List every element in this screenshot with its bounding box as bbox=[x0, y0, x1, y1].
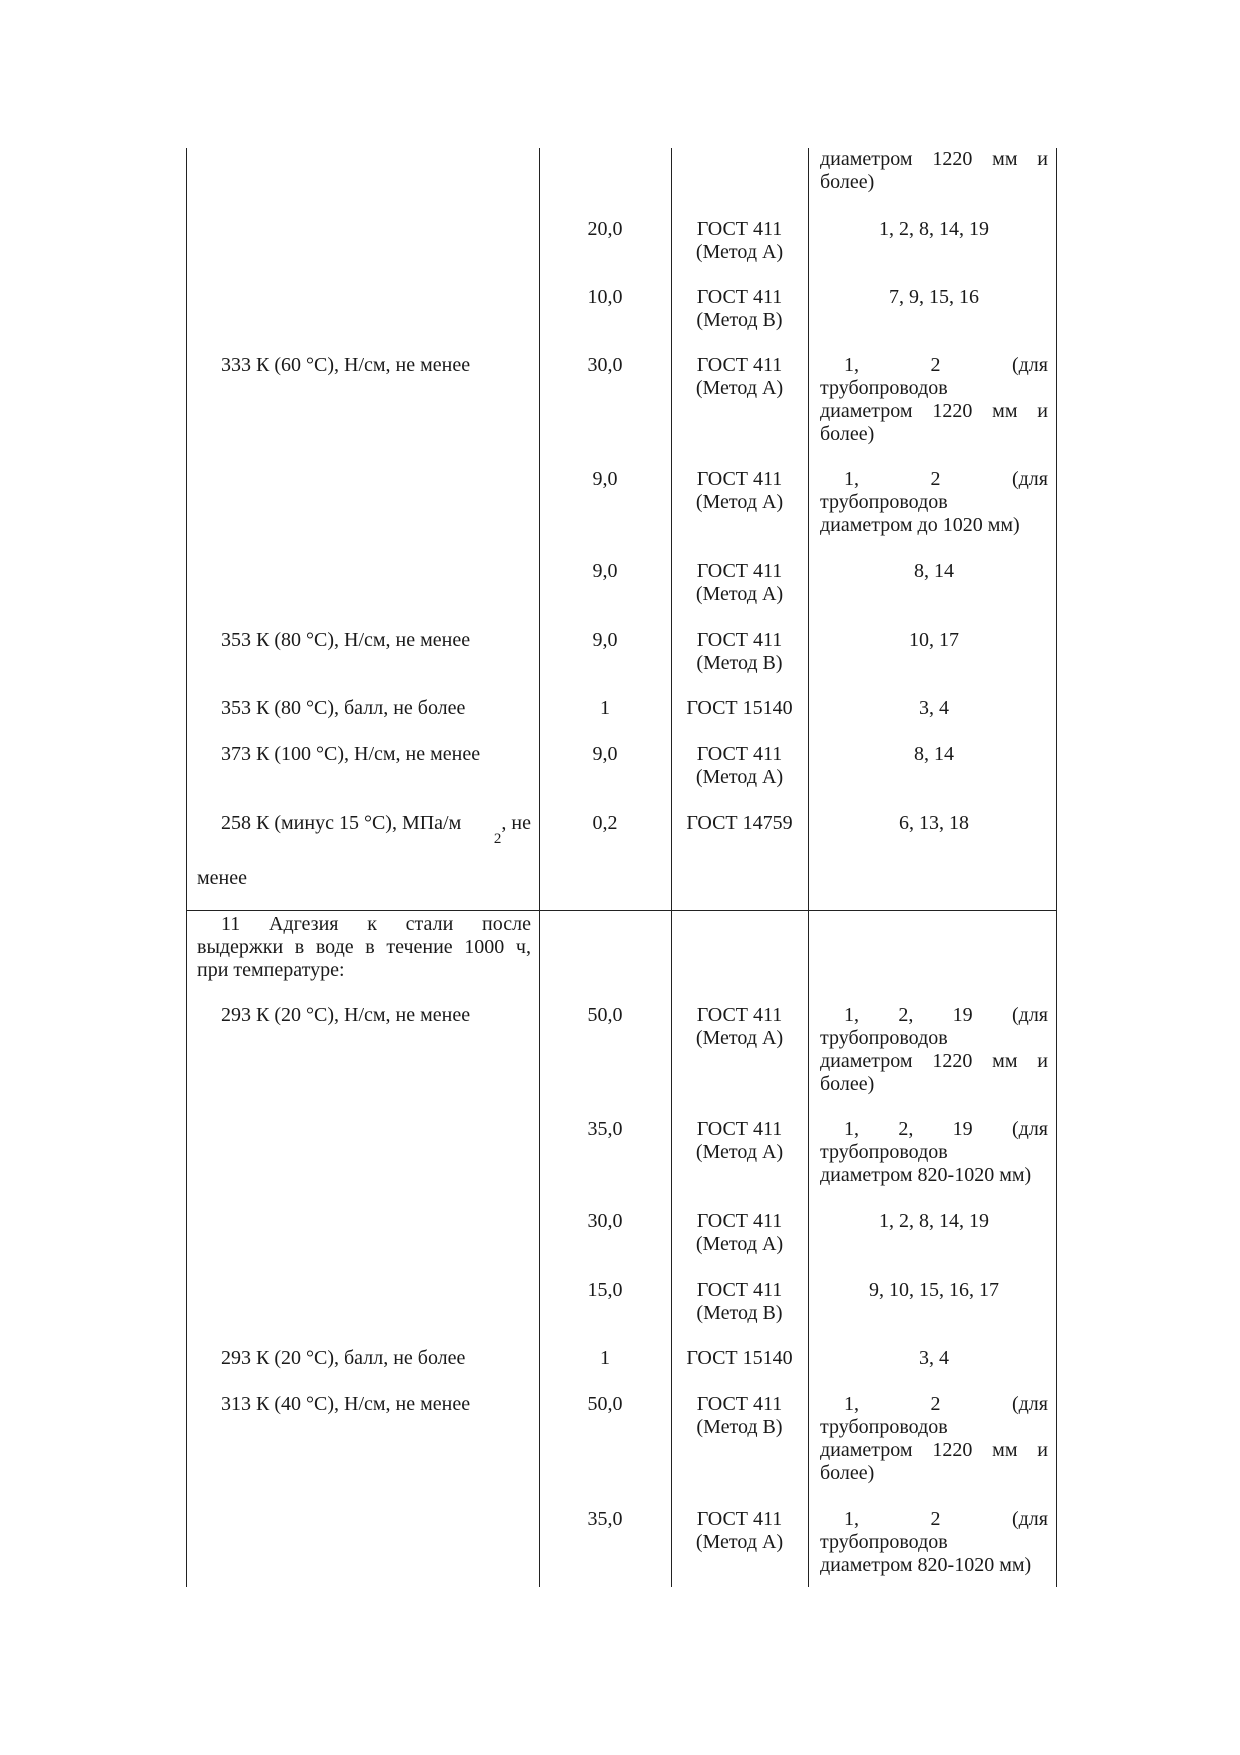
cell-line: диаметром 1220 мм и bbox=[820, 400, 1048, 422]
table-cell-value: 20,0 bbox=[587, 218, 623, 240]
table-border-left bbox=[186, 148, 187, 1587]
table-cell-scope bbox=[820, 148, 1048, 194]
table-cell-value: 10,0 bbox=[587, 286, 623, 308]
cell-line: более) bbox=[820, 423, 875, 445]
table-cell-method bbox=[671, 1004, 808, 1050]
table-cell-method bbox=[671, 1210, 808, 1256]
cell-line: ГОСТ 411 bbox=[696, 1210, 783, 1232]
cell-word: 1, bbox=[844, 354, 859, 376]
table-cell-value: 9,0 bbox=[592, 560, 618, 582]
table-cell-method bbox=[671, 812, 808, 835]
table-cell-method bbox=[671, 354, 808, 400]
cell-line: ГОСТ 411 bbox=[696, 560, 783, 582]
cell-line: (Метод А) bbox=[695, 1141, 784, 1163]
cell-word: после bbox=[482, 913, 531, 935]
cell-word: (для bbox=[1011, 354, 1048, 376]
cell-line: более) bbox=[820, 171, 875, 193]
table-cell-scope bbox=[820, 1393, 1048, 1485]
table-cell-scope: 8, 14 bbox=[914, 743, 954, 765]
table-cell-scope: 1, 2, 8, 14, 19 bbox=[879, 1210, 989, 1232]
cell-word: 1, bbox=[844, 1118, 859, 1140]
table-cell-scope bbox=[820, 1118, 1048, 1187]
table-cell-value: 1 bbox=[600, 697, 610, 719]
table-cell-value: 30,0 bbox=[587, 1210, 623, 1232]
table-cell-scope bbox=[820, 1004, 1048, 1096]
cell-line: (Метод В) bbox=[696, 1416, 783, 1438]
cell-line: более) bbox=[820, 1073, 875, 1095]
table-cell-method bbox=[671, 560, 808, 606]
table-cell-method bbox=[671, 629, 808, 675]
table-cell-scope: 8, 14 bbox=[914, 560, 954, 582]
cell-word: 2 bbox=[930, 1393, 941, 1415]
table-cell-scope bbox=[820, 354, 1048, 446]
cell-line: ГОСТ 411 bbox=[696, 1393, 783, 1415]
table-cell-value: 0,2 bbox=[592, 812, 618, 834]
cell-word: 2, bbox=[898, 1004, 914, 1026]
cell-line: диаметром 820-1020 мм) bbox=[820, 1164, 1032, 1186]
cell-line: (Метод А) bbox=[695, 377, 784, 399]
cell-line: трубопроводов bbox=[820, 377, 948, 399]
cell-line: (Метод А) bbox=[695, 766, 784, 788]
cell-line: ГОСТ 15140 bbox=[686, 697, 793, 719]
table-cell-method bbox=[671, 468, 808, 514]
cell-line: ГОСТ 411 bbox=[696, 218, 783, 240]
table-cell-scope: 6, 13, 18 bbox=[899, 812, 969, 834]
table-cell-parameter: 293 К (20 °С), Н/см, не менее bbox=[221, 1004, 471, 1026]
table-cell-value: 9,0 bbox=[592, 629, 618, 651]
table-cell-method bbox=[671, 1347, 808, 1370]
table-cell-parameter bbox=[197, 913, 531, 982]
cell-word: 1, bbox=[844, 1004, 859, 1026]
cell-word: 2 bbox=[930, 354, 941, 376]
cell-line: ГОСТ 411 bbox=[696, 1118, 783, 1140]
cell-word: 2 bbox=[930, 468, 941, 490]
cell-line bbox=[820, 1393, 1048, 1416]
cell-line: ГОСТ 411 bbox=[696, 354, 783, 376]
cell-line bbox=[820, 468, 1048, 491]
cell-word: (для bbox=[1011, 1393, 1048, 1415]
cell-line: ГОСТ 15140 bbox=[686, 1347, 793, 1369]
table-cell-parameter: 353 К (80 °С), Н/см, не менее bbox=[221, 629, 471, 651]
cell-line: диаметром 1220 мм и bbox=[820, 1050, 1048, 1072]
cell-word: (для bbox=[1011, 1004, 1048, 1026]
cell-line: (Метод В) bbox=[696, 652, 783, 674]
table-cell-value: 1 bbox=[600, 1347, 610, 1369]
cell-line: более) bbox=[820, 1462, 875, 1484]
table-cell-scope bbox=[820, 468, 1048, 537]
table-cell-parameter bbox=[197, 812, 531, 890]
cell-line: ГОСТ 411 bbox=[696, 1004, 783, 1026]
cell-word: Адгезия bbox=[269, 913, 339, 935]
cell-word: (для bbox=[1011, 1118, 1048, 1140]
cell-line bbox=[197, 812, 531, 847]
cell-line: диаметром до 1020 мм) bbox=[820, 514, 1020, 536]
cell-line: (Метод А) bbox=[695, 1233, 784, 1255]
cell-line: ГОСТ 411 bbox=[696, 743, 783, 765]
table-cell-method bbox=[671, 743, 808, 789]
table-cell-method bbox=[671, 286, 808, 332]
table-cell-parameter: 293 К (20 °С), балл, не более bbox=[221, 1347, 466, 1369]
cell-line bbox=[820, 1508, 1048, 1531]
table-cell-value: 9,0 bbox=[592, 468, 618, 490]
superscript-2: 2 bbox=[493, 831, 502, 847]
table-cell-method bbox=[671, 1118, 808, 1164]
cell-line: ГОСТ 411 bbox=[696, 468, 783, 490]
cell-word: 11 bbox=[221, 913, 241, 935]
cell-line: ГОСТ 411 bbox=[696, 629, 783, 651]
table-cell-value: 50,0 bbox=[587, 1393, 623, 1415]
table-cell-value: 30,0 bbox=[587, 354, 623, 376]
cell-word: 1, bbox=[844, 468, 859, 490]
cell-line: трубопроводов bbox=[820, 1141, 948, 1163]
table-cell-scope: 3, 4 bbox=[919, 1347, 949, 1369]
table-cell-method bbox=[671, 218, 808, 264]
cell-line bbox=[820, 354, 1048, 377]
cell-line: (Метод В) bbox=[696, 1302, 783, 1324]
cell-line bbox=[820, 1004, 1048, 1027]
cell-line: диаметром 820-1020 мм) bbox=[820, 1554, 1032, 1576]
cell-line: (Метод А) bbox=[695, 241, 784, 263]
cell-line: трубопроводов bbox=[820, 491, 948, 513]
table-cell-value: 50,0 bbox=[587, 1004, 623, 1026]
cell-line: ГОСТ 411 bbox=[696, 1508, 783, 1530]
table-cell-parameter: 333 К (60 °С), Н/см, не менее bbox=[221, 354, 471, 376]
table-cell-method bbox=[671, 1279, 808, 1325]
row-separator bbox=[186, 910, 1057, 911]
cell-line: трубопроводов bbox=[820, 1027, 948, 1049]
cell-line: (Метод А) bbox=[695, 1531, 784, 1553]
cell-line: выдержки в воде в течение 1000 ч, bbox=[197, 936, 531, 958]
cell-line bbox=[197, 913, 531, 936]
table-border-right bbox=[1056, 148, 1057, 1587]
table-cell-scope: 7, 9, 15, 16 bbox=[889, 286, 979, 308]
cell-line: (Метод А) bbox=[695, 491, 784, 513]
cell-word: (для bbox=[1011, 1508, 1048, 1530]
cell-text: , не bbox=[501, 812, 531, 834]
cell-word: 19 bbox=[952, 1118, 973, 1140]
table-cell-scope: 10, 17 bbox=[909, 629, 959, 651]
cell-line: (Метод В) bbox=[696, 309, 783, 331]
table-cell-scope: 3, 4 bbox=[919, 697, 949, 719]
cell-word: стали bbox=[405, 913, 454, 935]
cell-line: ГОСТ 14759 bbox=[686, 812, 793, 834]
table-cell-value: 9,0 bbox=[592, 743, 618, 765]
table-cell-scope bbox=[820, 1508, 1048, 1577]
cell-text bbox=[493, 812, 531, 847]
cell-line: ГОСТ 411 bbox=[696, 286, 783, 308]
table-cell-method bbox=[671, 697, 808, 720]
table-cell-parameter: 313 К (40 °С), Н/см, не менее bbox=[221, 1393, 471, 1415]
cell-word: 1, bbox=[844, 1393, 859, 1415]
table-cell-value: 35,0 bbox=[587, 1508, 623, 1530]
cell-line: трубопроводов bbox=[820, 1531, 948, 1553]
cell-line: диаметром 1220 мм и bbox=[820, 148, 1048, 170]
cell-line: (Метод А) bbox=[695, 583, 784, 605]
table-cell-value: 35,0 bbox=[587, 1118, 623, 1140]
cell-word: 2, bbox=[898, 1118, 914, 1140]
cell-word: 1, bbox=[844, 1508, 859, 1530]
cell-text: 258 К (минус 15 °С), МПа/м bbox=[221, 812, 462, 834]
table-cell-scope: 1, 2, 8, 14, 19 bbox=[879, 218, 989, 240]
table-cell-scope: 9, 10, 15, 16, 17 bbox=[869, 1279, 999, 1301]
cell-word: 2 bbox=[930, 1508, 941, 1530]
cell-line: при температуре: bbox=[197, 959, 345, 981]
table-cell-parameter: 373 К (100 °С), Н/см, не менее bbox=[221, 743, 481, 765]
cell-word: 19 bbox=[952, 1004, 973, 1026]
cell-line: (Метод А) bbox=[695, 1027, 784, 1049]
table-cell-value: 15,0 bbox=[587, 1279, 623, 1301]
cell-line: ГОСТ 411 bbox=[696, 1279, 783, 1301]
cell-line: трубопроводов bbox=[820, 1416, 948, 1438]
cell-word: (для bbox=[1011, 468, 1048, 490]
cell-word: к bbox=[367, 913, 377, 935]
table-cell-method bbox=[671, 1508, 808, 1554]
cell-line bbox=[820, 1118, 1048, 1141]
table-cell-parameter: 353 К (80 °С), балл, не более bbox=[221, 697, 466, 719]
cell-line: диаметром 1220 мм и bbox=[820, 1439, 1048, 1461]
cell-line: менее bbox=[197, 867, 247, 889]
table-cell-method bbox=[671, 1393, 808, 1439]
table-divider-3 bbox=[808, 148, 809, 1587]
